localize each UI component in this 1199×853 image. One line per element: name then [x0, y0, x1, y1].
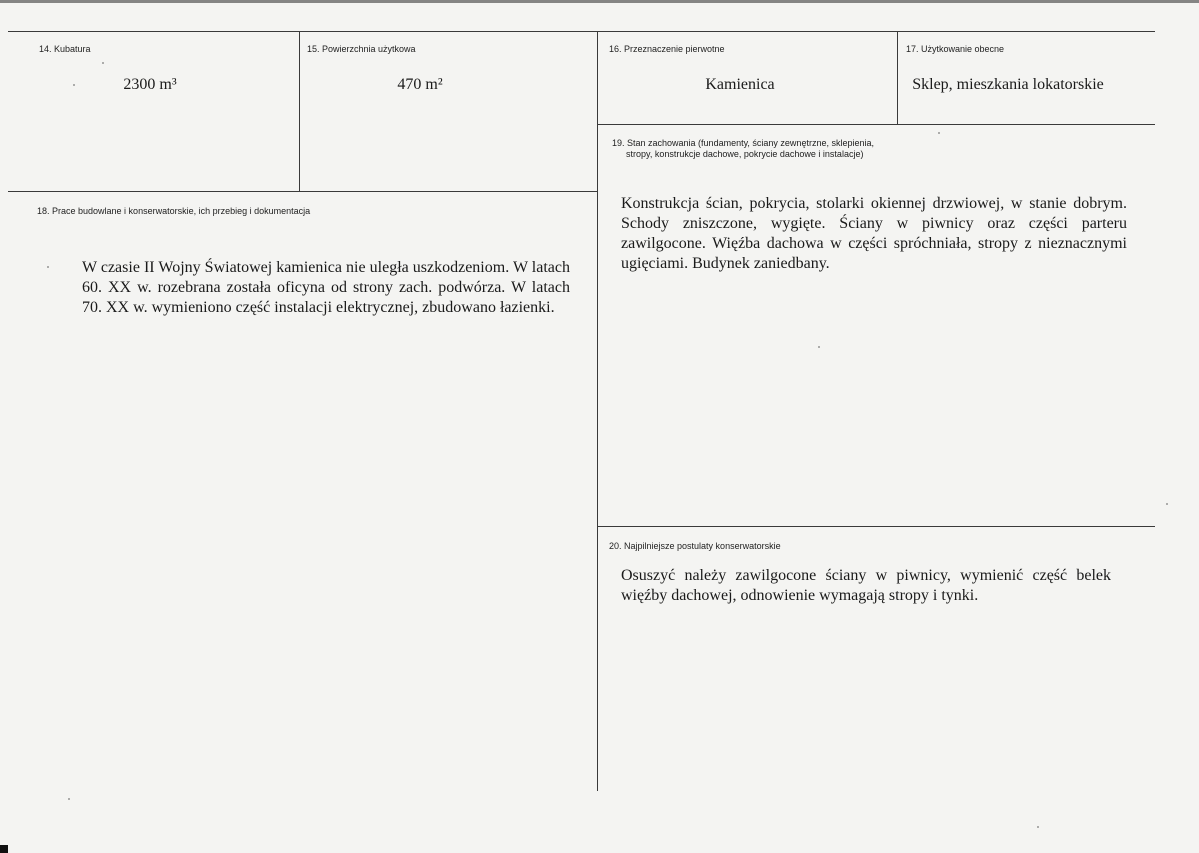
- field-19-value: Konstrukcja ścian, pokrycia, stolarki okiennej drzwiowej, w stanie dobrym. Schody zniszczone, wygięte. Ściany w piwnicy oraz części parteru zawilgocone. Więźba dachowa w części spróchniała, stropy z nieznacznymi ugięciami. Budynek zaniedbany.: [621, 195, 1127, 272]
- scan-speck: [938, 132, 940, 134]
- scan-speck: [102, 62, 104, 64]
- divider-row-19-20: [597, 526, 1155, 527]
- field-15-value: 470 m²: [397, 76, 443, 93]
- field-15-label: 15. Powierzchnia użytkowa: [307, 44, 416, 54]
- field-18-label: 18. Prace budowlane i konserwatorskie, ich przebieg i dokumentacja: [37, 206, 311, 216]
- scan-speck: [818, 346, 820, 348]
- scan-corner-mark: [0, 845, 8, 853]
- field-14-label: 14. Kubatura: [39, 44, 91, 54]
- divider-16-17: [897, 31, 898, 124]
- field-20-value: Osuszyć należy zawilgocone ściany w piwnicy, wymienić część belek więźby dachowej, odnowienie wymagają stropy i tynki.: [621, 567, 1111, 604]
- field-14-value: 2300 m³: [123, 76, 177, 93]
- field-19-label: 19. Stan zachowania (fundamenty, ściany zewnętrzne, sklepienia,: [612, 138, 874, 148]
- divider-row-14-18: [8, 191, 598, 192]
- scan-speck: [73, 84, 75, 86]
- scan-speck: [68, 798, 70, 800]
- field-17-value: Sklep, mieszkania lokatorskie: [912, 76, 1104, 93]
- divider-row-16-19: [597, 124, 1155, 125]
- field-17-label: 17. Użytkowanie obecne: [906, 44, 1005, 54]
- divider-14-15: [299, 31, 300, 191]
- field-20-label: 20. Najpilniejsze postulaty konserwatorskie: [609, 541, 781, 551]
- scan-edge-top: [0, 0, 1199, 3]
- scan-speck: [1037, 826, 1039, 828]
- field-18-value: W czasie II Wojny Światowej kamienica nie uległa uszkodzeniom. W latach 60. XX w. rozebrana została oficyna od strony zach. podwórza. W latach 70. XX w. wymieniono część instalacji elektrycznej, zbudowano łazienki.: [82, 259, 570, 316]
- field-16-label: 16. Przeznaczenie pierwotne: [609, 44, 725, 54]
- field-19-label-cont: stropy, konstrukcje dachowe, pokrycie dachowe i instalacje): [626, 149, 864, 159]
- field-16-value: Kamienica: [705, 76, 775, 93]
- divider-15-16: [597, 31, 598, 791]
- top-border: [8, 31, 1155, 32]
- scan-speck: [1166, 503, 1168, 505]
- scan-speck: [47, 266, 49, 268]
